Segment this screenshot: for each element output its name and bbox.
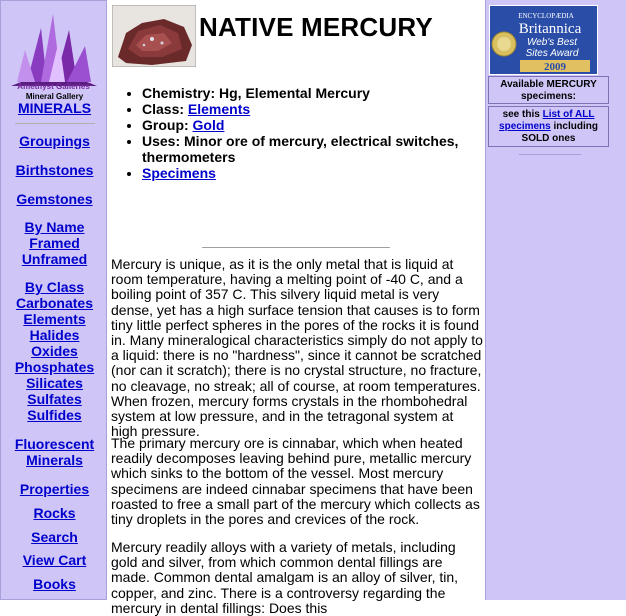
page-title: NATIVE MERCURY — [199, 12, 433, 42]
nav-gemstones[interactable]: Gemstones — [16, 191, 93, 207]
nav-halides[interactable]: Halides — [29, 327, 80, 343]
specimens-item — [142, 165, 497, 181]
paragraph-alloys: Mercury readily alloys with a variety of metals, including gold and silver, from which common dental fillings are made. Common dental amalgam is an alloy of silver, tin, copper, and zinc. There is a controversy regarding the mercury in dental fillings: Does this — [111, 539, 459, 616]
britannica-award-badge[interactable] — [489, 5, 598, 75]
paragraph-cinnabar: The primary mercury ore is cinnabar, which when heated readily decomposes leaving behind pure, metallic mercury which sinks to the bottom of the vessel. Most mercury specimens are indeed cinnabar specimens that have been roasted to free a small part of the mercury which collects as tiny droplets in the pores and crevices of the rock. — [111, 435, 480, 528]
available-specimens-box — [488, 76, 609, 104]
nav-books[interactable]: Books — [33, 576, 76, 592]
mercury-specimen-photo[interactable] — [112, 5, 196, 67]
award-line-3: Web's Best — [526, 37, 578, 48]
specimens-link[interactable]: Specimens — [142, 165, 216, 181]
logo-caption-mineral-gallery: Mineral Gallery — [25, 92, 84, 101]
available-specimens-label: Available MERCURY specimens: — [500, 79, 597, 102]
specimen-list-box — [488, 106, 609, 147]
content-divider — [202, 247, 390, 248]
nav-oxides[interactable]: Oxides — [31, 343, 78, 359]
award-line-1: ENCYCLOPÆDIA — [518, 12, 574, 20]
nav-sulfates[interactable]: Sulfates — [27, 391, 82, 407]
class-item — [142, 101, 497, 117]
uses-item: • Uses: Minor ore of mercury, electrical switches, thermometers — [142, 133, 497, 165]
nav-fluorescent-minerals-label: Minerals — [26, 452, 83, 468]
class-label: Class: — [142, 101, 188, 117]
nav-phosphates[interactable]: Phosphates — [14, 359, 95, 375]
nav-elements[interactable]: Elements — [23, 311, 86, 327]
nav-properties[interactable]: Properties — [19, 481, 90, 497]
nav-view-cart[interactable]: View Cart — [22, 552, 87, 568]
including-sold-text: including SOLD ones — [521, 121, 598, 144]
group-gold-link[interactable]: Gold — [192, 117, 225, 133]
right-divider — [519, 154, 581, 155]
award-line-2: Britannica — [518, 21, 582, 37]
right-sidebar — [485, 0, 626, 600]
award-line-4: Sites Award — [525, 48, 579, 59]
nav-unframed[interactable]: Unframed — [21, 251, 88, 267]
class-elements-link[interactable]: Elements — [187, 101, 251, 117]
minerals-link[interactable]: MINERALS — [17, 100, 92, 116]
mineral-facts-list — [126, 85, 497, 181]
award-year: 2009 — [544, 61, 566, 73]
nav-fluorescent: Fluorescent — [14, 436, 95, 452]
nav-framed[interactable]: Framed — [29, 235, 80, 251]
nav-by-name[interactable]: By Name — [24, 219, 85, 235]
nav-groupings[interactable]: Groupings — [19, 133, 90, 149]
nav-sulfides[interactable]: Sulfides — [27, 407, 82, 423]
list-all-specimens-link[interactable]: List of ALL specimens — [499, 109, 595, 132]
paragraph-intro: Mercury is unique, as it is the only metal that is liquid at room temperature, having a melting point of -40 C, and a boiling point of 357 C. This silvery liquid metal is very dense, yet has a high surface tension that causes is to form tiny little perfect spheres in the pores of the rocks it is found in. Many mineralogical characteristics simply do not apply to a liquid: there is no "hardness", since it cannot be scratched (nor can it scratch); there is no crystal structure, no fracture, no cleavage, no streak; all of course, at room temperatures. When frozen, mercury forms crystals in the rhombohedral system at low pressure, and in the tetragonal system at high pressure. — [111, 256, 483, 440]
group-item — [142, 117, 497, 133]
chemistry-item: • Chemistry: Hg, Elemental Mercury — [142, 85, 497, 101]
main-content — [108, 0, 485, 616]
nav-carbonates[interactable]: Carbonates — [15, 295, 94, 311]
left-sidebar — [0, 0, 107, 600]
nav-search[interactable]: Search — [31, 529, 78, 545]
group-label: Group: — [142, 117, 193, 133]
nav-birthstones[interactable]: Birthstones — [15, 162, 94, 178]
see-this-text: see this — [502, 109, 543, 120]
sidebar-divider — [15, 123, 95, 124]
nav-by-class[interactable]: By Class — [24, 279, 85, 295]
logo-caption-gallery: Amethyst Galleries' — [17, 82, 92, 91]
nav-fluorescent-minerals[interactable] — [1, 436, 108, 468]
nav-rocks[interactable]: Rocks — [33, 505, 76, 521]
nav-silicates[interactable]: Silicates — [26, 375, 83, 391]
